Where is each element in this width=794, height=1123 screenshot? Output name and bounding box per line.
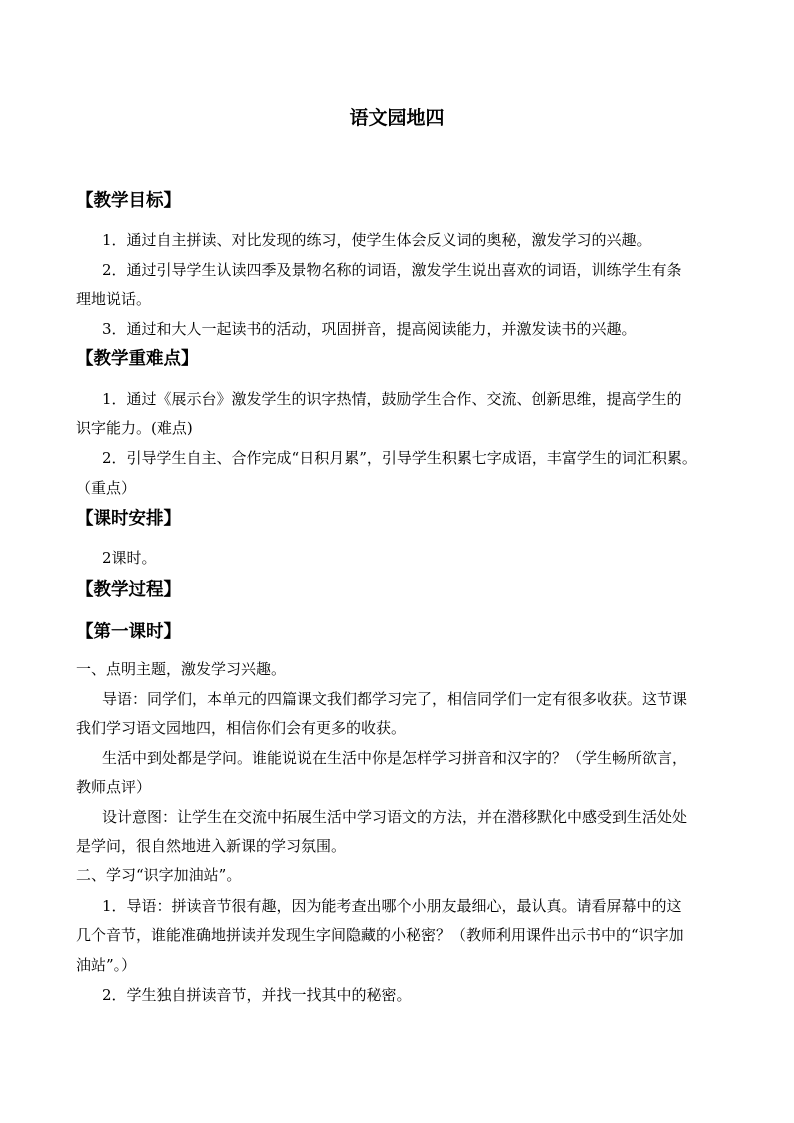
para-3a: 设计意图：让学生在交流中拓展生活中学习语文的方法，并在潜移默化中感受到生活处处	[102, 808, 688, 826]
page-title: 语文园地四	[349, 107, 445, 129]
para-4c: 油站”。）	[76, 956, 137, 974]
para-3b: 是学问，很自然地进入新课的学习氛围。	[76, 837, 347, 855]
para-2b: 教师点评）	[76, 778, 152, 796]
section-2-title: 二、学习“识字加油站”。	[76, 866, 242, 884]
key-line-2b: （重点）	[76, 479, 137, 497]
para-5: 2．学生独自拼读音节，并找一找其中的秘密。	[102, 986, 412, 1004]
heading-goals: 【教学目标】	[76, 191, 181, 211]
schedule-line: 2课时。	[102, 549, 157, 567]
para-4b: 几个音节，谁能准确地拼读并发现生字间隐藏的小秘密？（教师利用课件出示书中的“识字加	[76, 926, 684, 944]
heading-first-lesson: 【第一课时】	[76, 622, 181, 642]
key-line-2a: 2．引导学生自主、合作完成“日积月累”，引导学生积累七字成语，丰富学生的词汇积累。	[102, 449, 697, 467]
section-1-title: 一、点明主题，激发学习兴趣。	[76, 660, 287, 678]
para-4a: 1．导语：拼读音节很有趣，因为能考查出哪个小朋友最细心，最认真。请看屏幕中的这	[102, 897, 682, 915]
key-line-1b: 识字能力。(难点)	[76, 419, 193, 437]
goal-line-3: 3．通过和大人一起读书的活动，巩固拼音，提高阅读能力，并激发读书的兴趣。	[102, 320, 637, 338]
key-line-1a: 1．通过《展示台》激发学生的识字热情，鼓励学生合作、交流、创新思维，提高学生的	[102, 390, 682, 408]
para-1b: 我们学习语文园地四，相信你们会有更多的收获。	[76, 719, 407, 737]
goal-line-2b: 理地说话。	[76, 290, 152, 308]
para-2a: 生活中到处都是学问。谁能说说在生活中你是怎样学习拼音和汉字的？（学生畅所欲言，	[102, 749, 688, 767]
heading-key-points: 【教学重难点】	[76, 349, 199, 369]
goal-line-1: 1．通过自主拼读、对比发现的练习，使学生体会反义词的奥秘，激发学习的兴趣。	[102, 231, 652, 249]
heading-process: 【教学过程】	[76, 580, 181, 600]
goal-line-2a: 2．通过引导学生认读四季及景物名称的词语，激发学生说出喜欢的词语，训练学生有条	[102, 261, 682, 279]
heading-schedule: 【课时安排】	[76, 509, 181, 529]
para-1a: 导语：同学们，本单元的四篇课文我们都学习完了，相信同学们一定有很多收获。这节课	[102, 690, 688, 708]
